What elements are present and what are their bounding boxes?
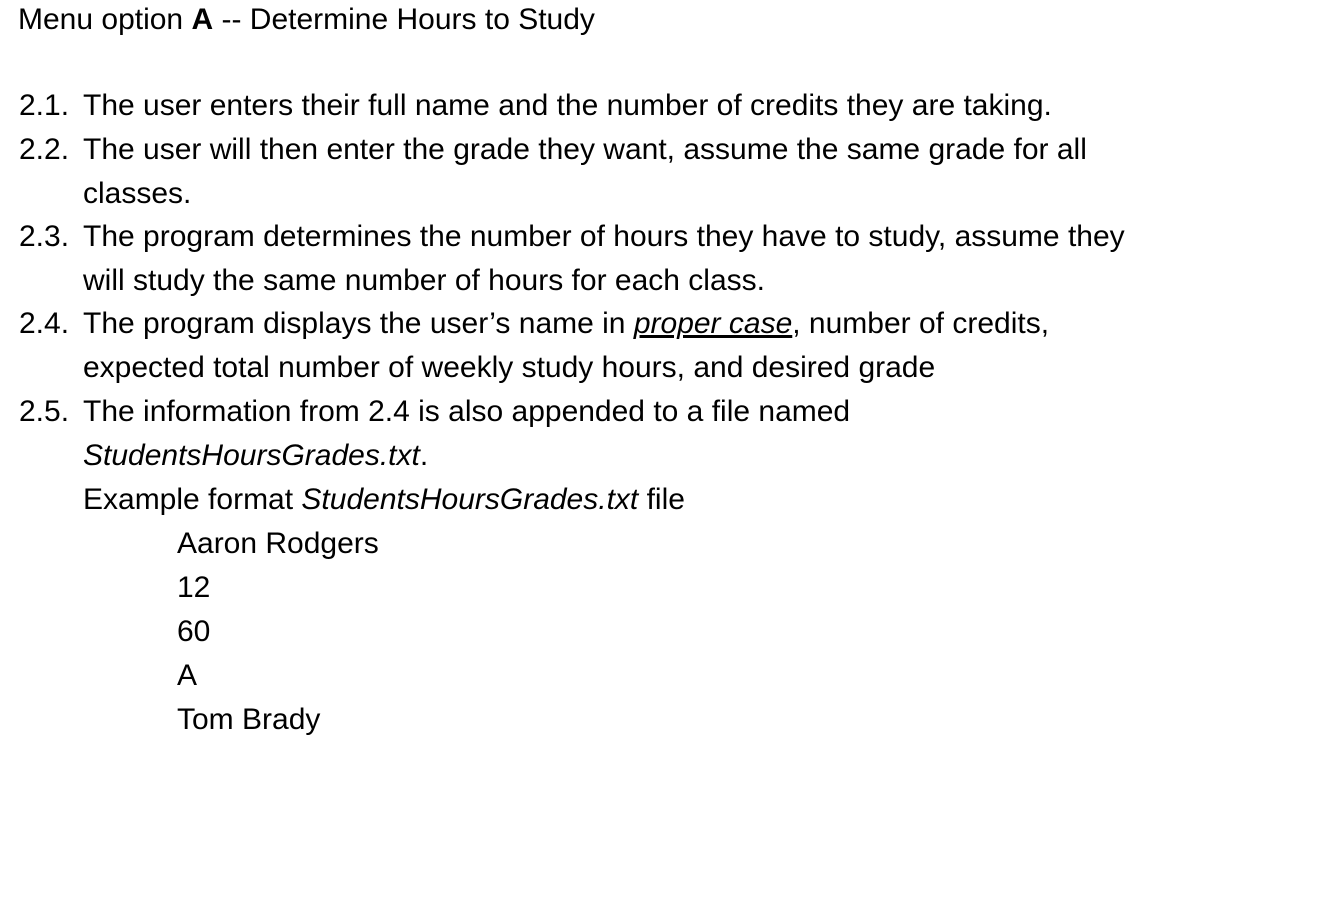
example-line: 60	[177, 615, 211, 648]
step-line: The user will then enter the grade they want, assume the same grade for all	[83, 133, 1087, 166]
example-file-contents	[177, 522, 577, 742]
step-line: classes.	[83, 177, 192, 210]
step-text-fragment: , number of credits,	[792, 307, 1050, 340]
step-text-fragment: Example format	[83, 483, 302, 516]
step-text-fragment: The program displays the user’s name in	[83, 307, 634, 340]
example-line: Aaron Rodgers	[177, 527, 379, 560]
step-line: expected total number of weekly study hours, and desired grade	[83, 351, 936, 384]
step-text-fragment: .	[419, 439, 429, 472]
example-line: 12	[177, 571, 211, 604]
step-text	[83, 390, 1263, 522]
step-number: 2.3.	[19, 220, 70, 253]
step-line: will study the same number of hours for each class.	[83, 264, 765, 297]
heading-prefix: Menu option	[18, 3, 192, 36]
step-line: The program determines the number of hours they have to study, assume they	[83, 220, 1125, 253]
step-line: The user enters their full name and the number of credits they are taking.	[83, 89, 1052, 122]
step-number: 2.2.	[19, 133, 70, 166]
example-line: Tom Brady	[177, 703, 321, 736]
step-line: The information from 2.4 is also appended to a file named	[83, 395, 851, 428]
step-text	[83, 302, 1263, 390]
proper-case-term: proper case	[633, 307, 793, 340]
heading-menu-letter: A	[191, 3, 214, 36]
step-text	[83, 215, 1263, 303]
step-text	[83, 128, 1263, 216]
filename: StudentsHoursGrades.txt	[83, 439, 420, 472]
heading-suffix: -- Determine Hours to Study	[213, 3, 595, 36]
example-line: A	[177, 659, 198, 692]
step-line	[83, 434, 1263, 478]
step-line	[83, 478, 1263, 522]
section-heading	[18, 0, 595, 42]
step-number: 2.5.	[19, 395, 70, 428]
step-line	[83, 302, 1263, 346]
step-text-fragment: file	[638, 483, 685, 516]
step-text	[83, 84, 1263, 128]
step-number: 2.1.	[19, 89, 70, 122]
step-number: 2.4.	[19, 307, 70, 340]
example-filename: StudentsHoursGrades.txt	[301, 483, 639, 516]
